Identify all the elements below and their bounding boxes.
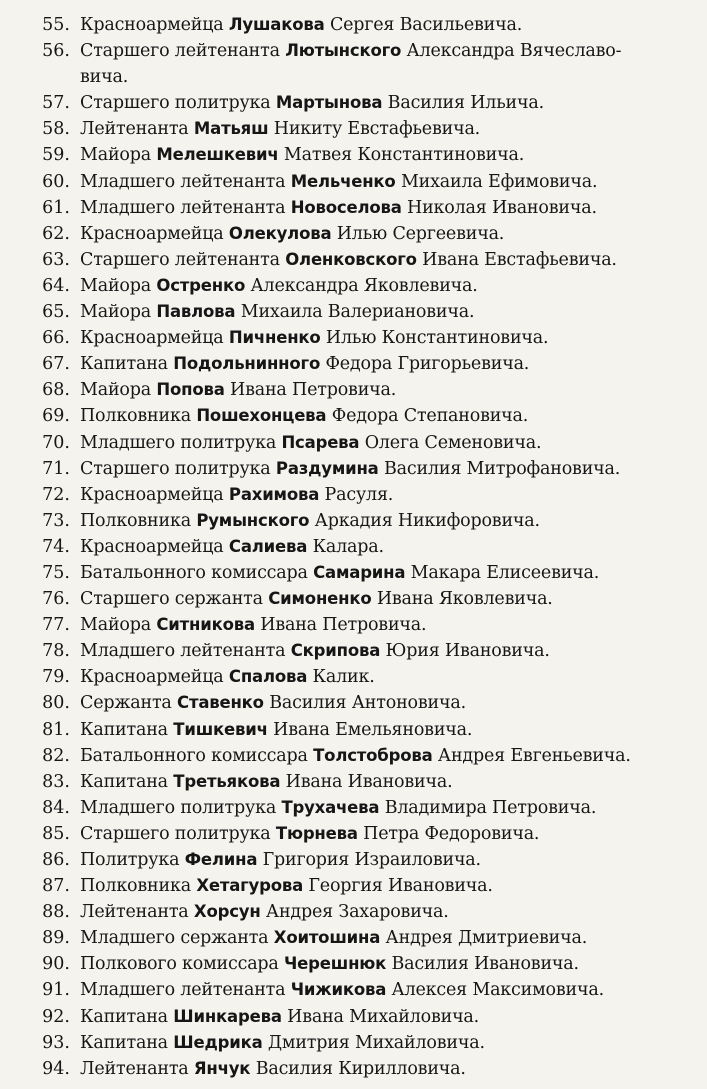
entry-given-names: Илью Константиновича. [325,328,549,349]
entry-number: 78. [42,641,70,662]
entry-number: 84. [42,797,70,818]
entry-surname: Румынского [196,510,310,530]
entry-line [26,482,701,508]
entry-text [80,221,701,247]
entry-rank: Лейтенанта [80,902,189,923]
entry-number: 57. [42,93,70,114]
entry-number: 82. [42,745,70,766]
list-item [26,299,701,325]
entry-number: 61. [42,197,70,218]
entry-surname: Фелина [184,850,258,869]
entry-rank: Младшего лейтенанта [80,197,286,218]
entry-number: 72. [42,484,70,505]
entry-number: 93. [42,1032,70,1053]
entry-line [26,142,701,168]
entry-line [26,690,701,716]
entry-number: 71. [42,458,70,479]
entry-text [80,638,701,664]
entry-surname: Спалова [228,667,308,687]
entry-text [80,403,701,429]
entry-text [80,12,701,38]
entry-given-names: Василия Кирилловича. [255,1058,466,1079]
entry-surname: Матьяш [193,119,269,139]
entry-number: 65. [42,302,70,323]
entry-rank: Политрука [80,850,180,870]
entry-line [26,169,701,195]
list-item [26,690,701,716]
entry-line [26,586,701,612]
entry-rank: Майора [80,145,151,166]
entry-surname: Мартынова [275,93,383,113]
list-item [26,977,701,1003]
entry-text [80,508,701,534]
entry-line [26,717,701,743]
entry-number: 69. [42,406,70,427]
entry-rank: Красноармейца [80,536,224,557]
entry-given-names: Дмитрия Михайловича. [267,1032,485,1053]
entry-number: 80. [42,693,70,714]
entry-rank: Полкового комиссара [80,954,279,975]
list-item [26,508,701,534]
entry-given-names: Калик. [312,667,375,688]
entry-rank: Капитана [80,1006,168,1027]
entry-rank: Лейтенанта [80,119,189,140]
entry-rank: Старшего лейтенанта [80,249,280,270]
entry-number: 76. [42,589,70,610]
entry-given-names: Олега Семеновича. [364,432,542,453]
entry-given-names: Александра Яковлевича. [250,275,478,296]
list-item [26,638,701,664]
entry-line [26,273,701,299]
entry-rank: Красноармейца [80,15,224,35]
entry-rank: Младшего лейтенанта [80,641,286,662]
entry-given-names: Макара Елисеевича. [410,562,600,583]
entry-number: 79. [42,667,70,688]
entry-line [26,247,701,273]
entry-number: 56. [42,41,70,62]
entry-number: 74. [42,536,70,557]
entry-number: 90. [42,954,70,975]
entry-number: 94. [42,1058,70,1079]
list-item [26,1056,701,1082]
entry-surname: Самарина [313,562,406,582]
entry-line [26,377,701,403]
entry-text [80,586,701,612]
entry-given-names: Ивана Яковлевича. [376,589,553,610]
entry-line [26,299,701,325]
entry-line [26,769,701,795]
entry-surname: Пошехонцева [196,406,327,426]
entry-surname: Лютынского [285,41,402,61]
entry-given-names: Михаила Ефимовича. [400,171,598,192]
entry-line [26,403,701,429]
entry-rank: Сержанта [80,693,172,714]
entry-surname: Попова [156,380,225,400]
entry-text [80,664,701,690]
list-item [26,847,701,873]
entry-surname: Шинкарева [173,1006,282,1026]
list-item [26,586,701,612]
entry-line [26,90,701,116]
entry-rank: Младшего политрука [80,432,277,453]
entry-rank: Полковника [80,510,191,531]
entry-rank: Капитана [80,354,168,375]
entry-text [80,1056,701,1082]
entry-surname: Псарева [281,432,360,452]
list-item [26,717,701,743]
entry-line [26,873,701,899]
entry-line [26,638,701,664]
entry-text [80,534,701,560]
entry-text [80,899,701,925]
entry-rank: Красноармейца [80,328,224,349]
entry-line [26,534,701,560]
entry-text [80,482,701,508]
entry-given-names: Григория Израиловича. [262,850,481,870]
list-item [26,482,701,508]
entry-line [26,560,701,586]
entry-surname: Оленковского [285,249,417,269]
entry-text [80,977,701,1003]
entry-rank: Красноармейца [80,223,224,244]
entry-rank: Старшего сержанта [80,589,263,610]
entry-surname: Пичненко [228,328,321,348]
list-item [26,247,701,273]
entry-number: 62. [42,223,70,244]
entry-surname: Павлова [156,302,236,322]
entry-number: 64. [42,275,70,296]
entry-line [26,195,701,221]
entry-given-names: Ивана Петровича. [230,380,397,401]
entry-number: 85. [42,823,70,844]
list-item [26,951,701,977]
entry-given-names: Ивана Петровича. [260,615,427,636]
entry-number: 68. [42,380,70,401]
entry-surname: Чижикова [290,980,387,1000]
entry-line [26,925,701,951]
entry-line [26,821,701,847]
entry-given-names: Андрея Евгеньевича. [437,745,631,766]
list-item [26,430,701,456]
entry-surname: Хорсун [193,902,261,922]
list-item [26,769,701,795]
entry-rank: Батальонного комиссара [80,745,308,766]
entry-surname: Раздумина [275,458,379,478]
entry-text [80,90,701,116]
entry-line [26,612,701,638]
entry-number: 63. [42,249,70,270]
list-item [26,116,701,142]
list-item [26,899,701,925]
entry-surname: Шедрика [173,1032,263,1052]
entry-line [26,743,701,769]
entry-rank: Майора [80,380,151,401]
entry-rank: Майора [80,275,151,296]
entry-text [80,1030,701,1056]
entry-rank: Майора [80,302,151,323]
entry-number: 58. [42,119,70,140]
entry-surname: Остренко [156,275,246,295]
entry-number: 70. [42,432,70,453]
entry-rank: Старшего политрука [80,93,271,114]
entry-number: 75. [42,562,70,583]
entry-surname: Ставенко [177,693,264,713]
entry-number: 89. [42,928,70,949]
entry-rank: Капитана [80,1032,168,1053]
entry-given-names: Ивана Емельяновича. [273,719,473,740]
entry-surname: Лушакова [228,15,325,34]
entry-rank: Младшего лейтенанта [80,980,286,1001]
entry-given-names: Федора Григорьевича. [325,354,530,375]
list-item [26,873,701,899]
entry-number: 55. [42,15,70,35]
entry-line [26,951,701,977]
entry-given-names: Илью Сергеевича. [336,223,505,244]
entry-line [26,1056,701,1082]
entry-continuation: вича. [80,67,129,88]
entry-text [80,142,701,168]
entry-rank: Младшего лейтенанта [80,171,286,192]
entry-surname: Олекулова [228,223,332,243]
entry-text [80,951,701,977]
entry-surname: Трухачева [281,797,380,817]
entry-rank: Старшего политрука [80,823,271,844]
entry-line [26,430,701,456]
entry-text [80,743,701,769]
list-item [26,743,701,769]
entry-text [80,351,701,377]
entry-text [80,195,701,221]
entry-rank: Старшего политрука [80,458,271,479]
entry-given-names: Петра Федоровича. [363,823,540,844]
entry-text [80,325,701,351]
entry-text [80,116,701,142]
entry-given-names: Василия Антоновича. [269,693,466,714]
list-item [26,403,701,429]
entry-given-names: Аркадия Никифоровича. [314,510,540,531]
entry-rank: Старшего лейтенанта [80,41,280,62]
entry-line [26,116,701,142]
entry-surname: Ситникова [156,615,255,635]
entry-rank: Младшего сержанта [80,928,269,949]
entry-given-names: Ивана Ивановича. [285,771,453,792]
list-item [26,1004,701,1030]
list-item [26,142,701,168]
entry-text [80,847,701,873]
entry-text [80,925,701,951]
entry-text [80,690,701,716]
entry-given-names: Ивана Евстафьевича. [422,249,617,270]
entry-line [26,12,701,38]
entry-given-names: Алексея Максимовича. [391,980,604,1001]
entry-number: 67. [42,354,70,375]
entry-text [80,821,701,847]
entry-number: 66. [42,328,70,349]
entry-given-names: Расуля. [324,484,394,505]
entry-number: 60. [42,171,70,192]
entry-line [26,899,701,925]
entry-number: 86. [42,850,70,870]
entry-rank: Лейтенанта [80,1058,189,1079]
entry-surname: Симоненко [268,589,372,609]
entry-number: 83. [42,771,70,792]
entry-number: 59. [42,145,70,166]
entry-surname: Мельченко [290,171,396,191]
entry-given-names: Матвея Константиновича. [283,145,525,166]
entry-given-names: Ивана Михайловича. [287,1006,480,1027]
entry-line [26,1030,701,1056]
entry-surname: Черешнюк [284,954,387,974]
entry-surname: Рахимова [228,484,320,504]
list-item [26,534,701,560]
entry-line [26,38,701,64]
entry-given-names: Василия Митрофановича. [383,458,621,479]
entry-number: 87. [42,876,70,897]
entry-text [80,717,701,743]
list-item [26,1030,701,1056]
entry-line [26,221,701,247]
list-item [26,38,701,90]
entry-number: 92. [42,1006,70,1027]
entry-surname: Хоитошина [273,928,381,948]
list-item [26,664,701,690]
entry-text [80,612,701,638]
list-item [26,560,701,586]
entry-line [26,664,701,690]
entry-rank: Батальонного комиссара [80,562,308,583]
entry-line [26,1004,701,1030]
entry-given-names: Василия Ивановича. [391,954,579,975]
list-item [26,612,701,638]
entry-given-names: Андрея Захаровича. [265,902,449,923]
entry-given-names: Калара. [312,536,384,557]
entry-given-names: Федора Степановича. [331,406,529,427]
list-item [26,821,701,847]
entry-text [80,560,701,586]
entry-text [80,456,701,482]
list-item [26,925,701,951]
entry-surname: Толстоброва [313,745,433,765]
entry-rank: Полковника [80,876,191,897]
list-item [26,221,701,247]
list-item [26,90,701,116]
entry-text [80,430,701,456]
entry-rank: Майора [80,615,151,636]
entry-number: 81. [42,719,70,740]
entry-text [80,795,701,821]
entry-rank: Капитана [80,771,168,792]
list-item [26,377,701,403]
entry-given-names: Георгия Ивановича. [308,876,493,897]
entry-surname: Скрипова [290,641,381,661]
entry-surname: Тишкевич [173,719,268,739]
entry-rank: Полковника [80,406,191,427]
entry-number: 88. [42,902,70,923]
entry-text [80,247,701,273]
entry-surname: Салиева [228,536,308,556]
entry-text [80,1004,701,1030]
list-item [26,169,701,195]
entry-text [80,273,701,299]
entry-line [26,795,701,821]
list-item [26,795,701,821]
entry-surname: Мелешкевич [156,145,279,165]
entry-line [26,977,701,1003]
entry-given-names: Андрея Дмитриевича. [385,928,588,949]
list-item [26,456,701,482]
entry-surname: Новоселова [290,197,402,217]
entry-given-names: Юрия Ивановича. [385,641,550,662]
entry-text [80,38,701,64]
entry-surname: Хетагурова [196,876,304,896]
entry-line [26,847,701,873]
list-item [26,325,701,351]
entry-number: 91. [42,980,70,1001]
entry-rank: Красноармейца [80,484,224,505]
entry-text [80,169,701,195]
entry-surname: Подольнинного [173,354,321,374]
entry-given-names: Василия Ильича. [387,93,544,114]
award-list [26,12,701,1082]
entry-given-names: Никиту Евстафьевича. [273,119,481,140]
entry-given-names: Николая Ивановича. [407,197,597,218]
entry-number: 73. [42,510,70,531]
entry-text [80,873,701,899]
entry-rank: Младшего политрука [80,797,277,818]
entry-text [80,299,701,325]
list-item [26,195,701,221]
entry-surname: Третьякова [173,771,281,791]
list-item [26,351,701,377]
entry-number: 77. [42,615,70,636]
entry-line [26,325,701,351]
entry-surname: Тюрнева [275,823,358,843]
list-item [26,12,701,38]
entry-text [80,377,701,403]
entry-given-names: Сергея Васильевича. [329,15,523,35]
entry-given-names: Михаила Валериановича. [240,302,475,323]
entry-rank: Красноармейца [80,667,224,688]
entry-line [26,351,701,377]
entry-text [80,769,701,795]
entry-given-names: Владимира Петровича. [384,797,597,818]
entry-line [26,508,701,534]
entry-line [26,456,701,482]
entry-given-names: Александра Вячеславо- [406,41,622,62]
entry-rank: Капитана [80,719,168,740]
list-item [26,273,701,299]
entry-surname: Янчук [193,1058,251,1078]
